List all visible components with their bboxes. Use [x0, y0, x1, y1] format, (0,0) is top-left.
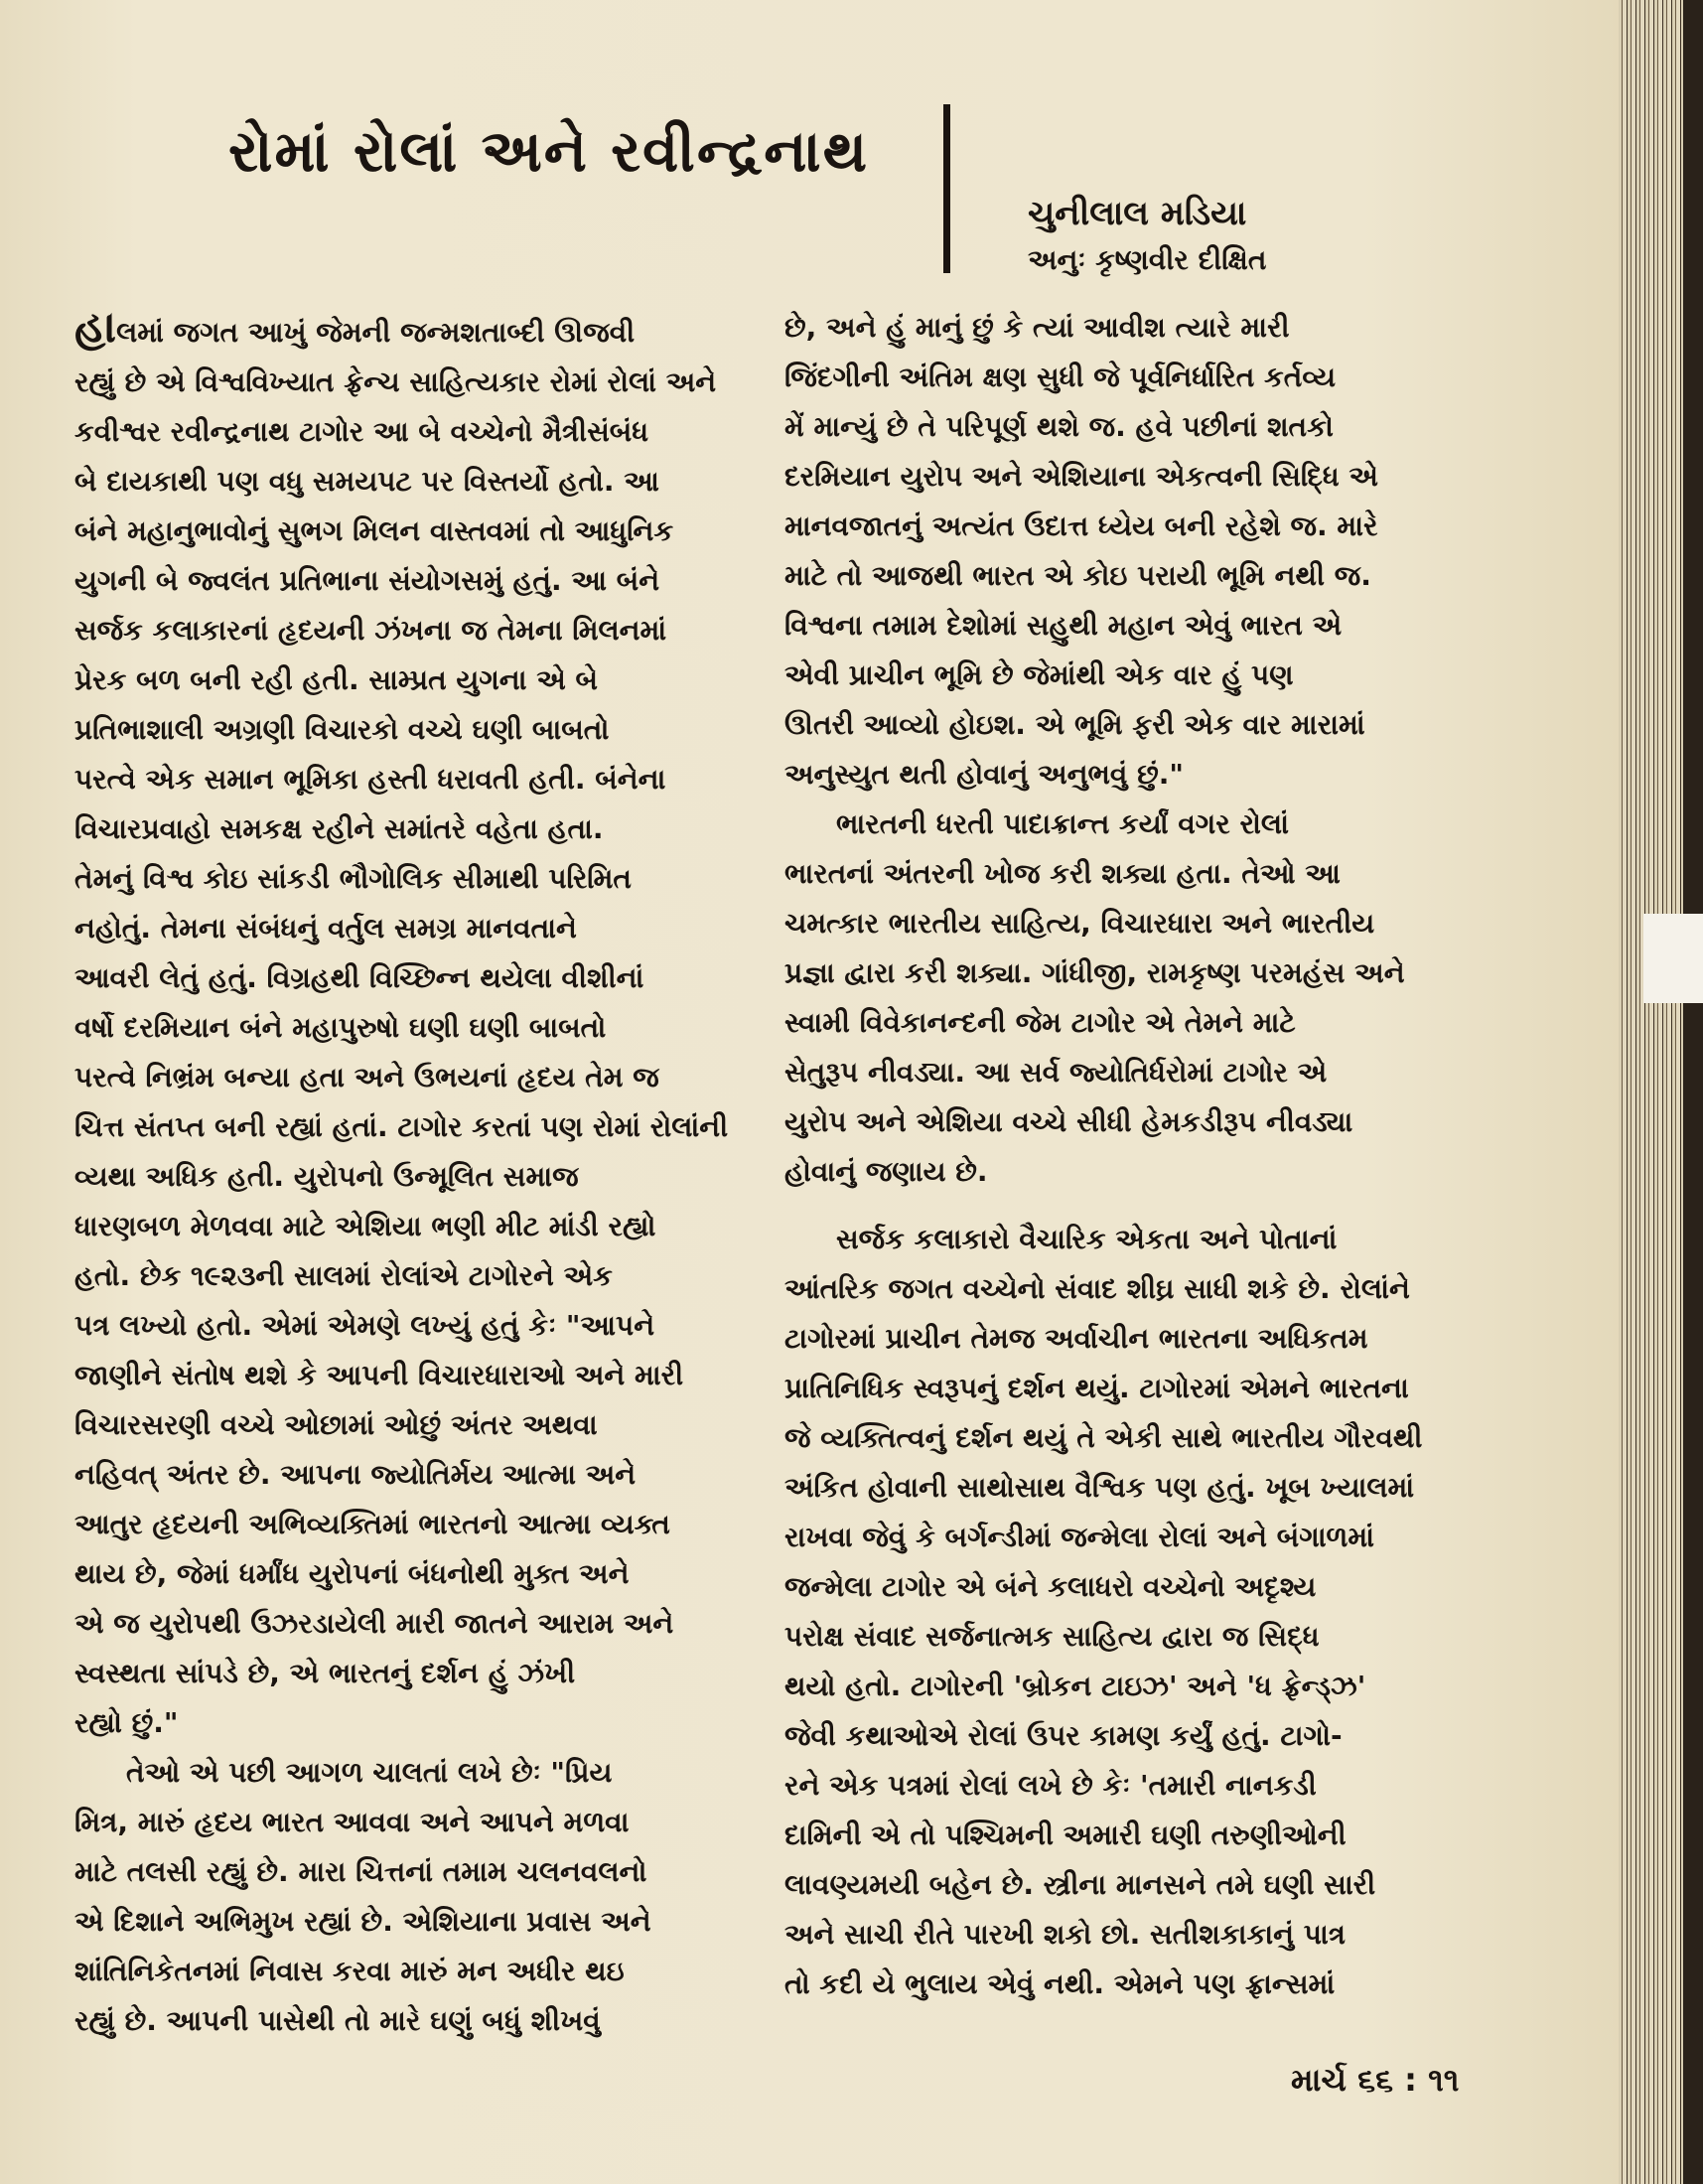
left-column: [74, 303, 770, 2046]
dropcap: હા: [74, 303, 117, 353]
text-line: મિત્ર, મારું હૃદય ભારત આવવા અને આપને મળવા: [74, 1806, 630, 1838]
text-line: એવી પ્રાચીન ભૂમિ છે જેમાંથી એક વાર હું પણ: [784, 658, 1294, 691]
text-line: રહ્યો છું.": [74, 1706, 179, 1739]
text-line: તેમનું વિશ્વ કોઇ સાંકડી ભૌગોલિક સીમાથી પરિમિત: [74, 862, 632, 895]
text-line: જન્મેલા ટાગોર એ બંને કલાધરો વચ્ચેનો અદૃશ્ય: [784, 1570, 1317, 1603]
text-line: બે દાયકાથી પણ વધુ સમયપટ પર વિસ્તર્યો હતો. આ: [74, 465, 659, 498]
text-line: થયો હતો. ટાગોરની 'બ્રોકન ટાઇઝ' અને 'ધ ફ્રેન્ડ્ઝ': [784, 1670, 1366, 1702]
text-line: પ્રતિભાશાલી અગ્રણી વિચારકો વચ્ચે ઘણી બાબતો: [74, 713, 610, 746]
text-line: આંતરિક જગત વચ્ચેનો સંવાદ શીઘ્ર સાધી શકે છે. રોલાંને: [784, 1272, 1410, 1305]
text-line: અંકિત હોવાની સાથોસાથ વૈશ્વિક પણ હતું. ખૂબ ખ્યાલમાં: [784, 1471, 1415, 1504]
title-divider: [943, 104, 950, 273]
text-line: પરત્વે એક સમાન ભૂમિકા હસ્તી ધરાવતી હતી. બંનેના: [74, 763, 666, 796]
text-line: હોવાનું જણાય છે.: [784, 1155, 988, 1188]
text-line: બંને મહાનુભાવોનું સુભગ મિલન વાસ્તવમાં તો આધુનિક: [74, 514, 674, 547]
text-line: જાણીને સંતોષ થશે કે આપની વિચારધારાઓ અને મારી: [74, 1359, 684, 1391]
text-line: વિચારપ્રવાહો સમકક્ષ રહીને સમાંતરે વહેતા હતા.: [74, 812, 604, 845]
text-line: જેવી કથાઓએ રોલાં ઉપર કામણ કર્યું હતું. ટાગો-: [784, 1719, 1343, 1752]
text-line: દરમિયાન યુરોપ અને એશિયાના એકત્વની સિદ્ધિ એ: [784, 460, 1378, 493]
text-line: માટે તલસી રહ્યું છે. મારા ચિત્તનાં તમામ ચલનવલનો: [74, 1855, 647, 1888]
first-line: હાલમાં જગત આખું જેમની જન્મશતાબ્દી ઊજવી: [74, 303, 636, 353]
text-line: પ્રેરક બળ બની રહી હતી. સામ્પ્રત યુગના એ બે: [74, 663, 599, 696]
text-line: કવીશ્વર રવીન્દ્રનાથ ટાગોર આ બે વચ્ચેનો મૈત્રીસંબંધ: [74, 415, 649, 448]
text-line: ટાગોરમાં પ્રાચીન તેમજ અર્વાચીન ભારતના અધિકતમ: [784, 1322, 1368, 1355]
text-line: હતો. છેક ૧૯૨૩ની સાલમાં રોલાંએ ટાગોરને એક: [74, 1259, 613, 1292]
text-line: થાય છે, જેમાં ધર્માંધ યુરોપનાં બંધનોથી મુક્ત અને: [74, 1557, 630, 1590]
text-line: પત્ર લખ્યો હતો. એમાં એમણે લખ્યું હતું કેઃ "આપને: [74, 1309, 655, 1342]
text-line: વર્ષો દરમિયાન બંને મહાપુરુષો ઘણી ઘણી બાબતો: [74, 1011, 607, 1044]
page-footer: માર્ચ ૬૬ : ૧૧: [1291, 2061, 1460, 2099]
text-line: યુરોપ અને એશિયા વચ્ચે સીધી હેમકડીરૂપ નીવડ્યા: [784, 1105, 1353, 1138]
text-line: આવરી લેતું હતું. વિગ્રહથી વિચ્છિન્ન થયેલા વીશીનાં: [74, 961, 644, 994]
text-line: સ્વસ્થતા સાંપડે છે, એ ભારતનું દર્શન હું ઝંખી: [74, 1657, 576, 1689]
text-line: પરત્વે નિભ્રંમ બન્યા હતા અને ઉભયનાં હૃદય તેમ જ: [74, 1061, 659, 1093]
text-line: ઊતરી આવ્યો હોઇશ. એ ભૂમિ ફરી એક વાર મારામાં: [784, 708, 1365, 741]
text-line: જે વ્યક્તિત્વનું દર્શન થયું તે એકી સાથે ભારતીય ગૌરવથી: [784, 1421, 1423, 1454]
text-line: દામિની એ તો પશ્ચિમની અમારી ઘણી તરુણીઓની: [784, 1819, 1347, 1851]
text-line: પ્રજ્ઞા દ્વારા કરી શક્યા. ગાંધીજી, રામકૃષ્ણ પરમહંસ અને: [784, 956, 1405, 989]
text-line: અનુસ્યુત થતી હોવાનું અનુભવું છું.": [784, 758, 1184, 791]
article-author: ચુનીલાલ મડિયા: [1028, 194, 1247, 233]
text-line: પ્રાતિનિધિક સ્વરૂપનું દર્શન થયું. ટાગોરમાં એમને ભારતના: [784, 1372, 1409, 1404]
text-line: સ્વામી વિવેકાનન્દની જેમ ટાગોર એ તેમને માટે: [784, 1006, 1296, 1039]
text-line: એ જ યુરોપથી ઉઝરડાયેલી મારી જાતને આરામ અને: [74, 1607, 674, 1640]
text-line: ધારણબળ મેળવવા માટે એશિયા ભણી મીટ માંડી રહ્યો: [74, 1210, 656, 1242]
text-line: વિશ્વના તમામ દેશોમાં સહુથી મહાન એવું ભારત એ: [784, 609, 1343, 642]
text-line: રને એક પત્રમાં રોલાં લખે છે કેઃ 'તમારી નાનકડી: [784, 1769, 1317, 1802]
text-line: નહિવત્ અંતર છે. આપના જ્યોતિર્મય આત્મા અને: [74, 1458, 637, 1491]
text-line: ચમત્કાર ભારતીય સાહિત્ય, વિચારધારા અને ભારતીય: [784, 907, 1375, 940]
text-line: અને સાચી રીતે પારખી શકો છો. સતીશકાકાનું પાત્ર: [784, 1918, 1347, 1951]
text-line: વિચારસરણી વચ્ચે ઓછામાં ઓછું અંતર અથવા: [74, 1408, 598, 1441]
text-line: પરોક્ષ સંવાદ સર્જનાત્મક સાહિત્ય દ્વારા જ સિદ્ધ: [784, 1620, 1320, 1653]
text-line: એ દિશાને અભિમુખ રહ્યાં છે. એશિયાના પ્રવાસ અને: [74, 1905, 651, 1938]
paper-tab-marker: [1643, 914, 1703, 1003]
article-translator: અનુઃ કૃષ્ણવીર દીક્ષિત: [1028, 243, 1267, 276]
text-line: ભારતનાં અંતરની ખોજ કરી શક્યા હતા. તેઓ આ: [784, 857, 1341, 890]
article-title: રોમાં રોલાં અને રવીન્દ્રનાથ: [228, 117, 870, 185]
text-line: સેતુરૂપ નીવડ્યા. આ સર્વ જ્યોતિર્ધરોમાં ટાગોર એ: [784, 1056, 1328, 1089]
text-line: શાંતિનિકેતનમાં નિવાસ કરવા મારું મન અધીર થઇ: [74, 1955, 625, 1987]
text-line: નહોતું. તેમના સંબંધનું વર્તુલ સમગ્ર માનવતાને: [74, 912, 577, 945]
text-line: ચિત્ત સંતપ્ત બની રહ્યાં હતાં. ટાગોર કરતાં પણ રોમાં રોલાંની: [74, 1110, 729, 1143]
text-line: છે, અને હું માનું છું કે ત્યાં આવીશ ત્યારે મારી: [784, 311, 1290, 344]
text-line: મેં માન્યું છે તે પરિપૂર્ણ થશે જ. હવે પછીનાં શતકો: [784, 410, 1334, 443]
text-line: તેઓ એ પછી આગળ ચાલતાં લખે છેઃ "પ્રિય: [126, 1756, 613, 1789]
right-column: [784, 303, 1499, 2009]
text-line: લાવણ્યમયી બહેન છે. સ્ત્રીના માનસને તમે ઘણી સારી: [784, 1868, 1376, 1901]
text-line: રાખવા જેવું કે બર્ગન્ડીમાં જન્મેલા રોલાં અને બંગાળમાં: [784, 1521, 1375, 1553]
text-line: સર્જક કલાકારનાં હૃદયની ઝંખના જ તેમના મિલનમાં: [74, 614, 667, 647]
text-line: તો કદી યે ભુલાય એવું નથી. એમને પણ ફ્રાન્સમાં: [784, 1967, 1336, 2000]
text-line: માનવજાતનું અત્યંત ઉદાત્ત ધ્યેય બની રહેશે જ. મારે: [784, 510, 1378, 542]
text-line: રહ્યું છે એ વિશ્વવિખ્યાત ફ્રેન્ચ સાહિત્યકાર રોમાં રોલાં અને: [74, 365, 717, 398]
text-line: માટે તો આજથી ભારત એ કોઇ પરાયી ભૂમિ નથી જ.: [784, 559, 1371, 592]
text-line: જિંદગીની અંતિમ ક્ષણ સુધી જે પૂર્વનિર્ધારિત કર્તવ્ય: [784, 361, 1337, 393]
book-spine-edge: [1683, 0, 1703, 2184]
text-line: વ્યથા અધિક હતી. યુરોપનો ઉન્મૂલિત સમાજ: [74, 1160, 579, 1193]
text-line: સર્જક કલાકારો વૈચારિક એકતા અને પોતાનાં: [836, 1223, 1338, 1255]
text-line: ભારતની ધરતી પાદાક્રાન્ત કર્યાં વગર રોલાં: [836, 807, 1289, 840]
text-line: યુગની બે જ્વલંત પ્રતિભાના સંયોગસમું હતું. આ બંને: [74, 564, 660, 597]
text-line: આતુર હૃદયની અભિવ્યક્તિમાં ભારતનો આત્મા વ્યક્ત: [74, 1508, 670, 1540]
text-line: રહ્યું છે. આપની પાસેથી તો મારે ઘણું બધું શીખવું: [74, 2004, 601, 2037]
